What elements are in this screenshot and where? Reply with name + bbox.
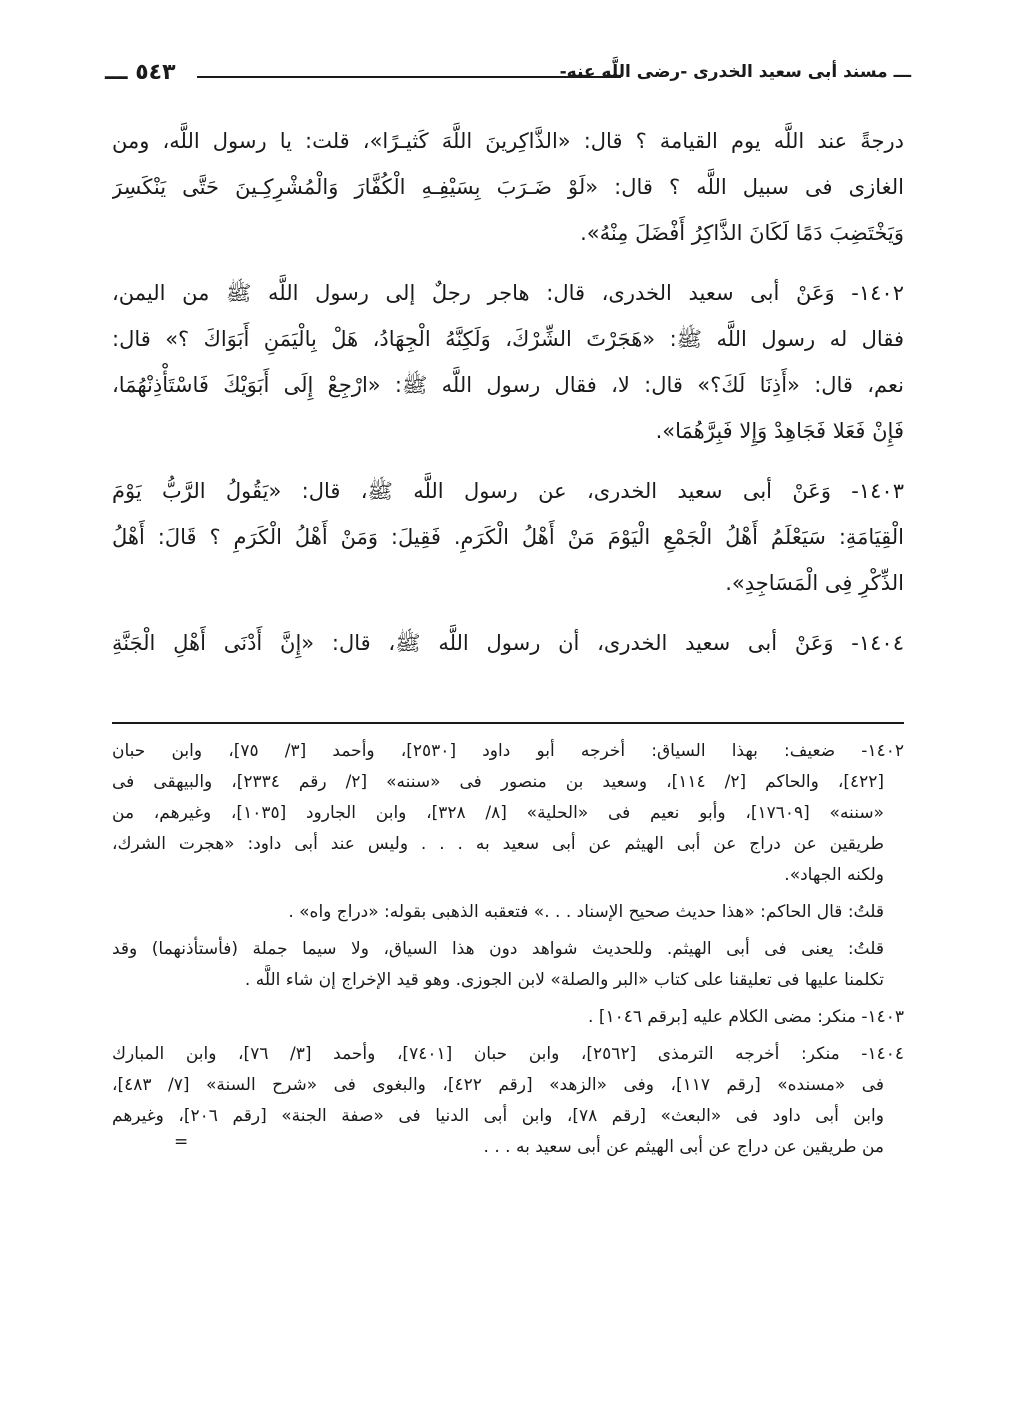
footnote-line: قلتُ: يعنى فى أبى الهيثم. وللحديث شواهد دون هذا السياق، ولا سيما جملة (فأستأذنهما) وقد [112, 939, 884, 959]
hadith-1404 [112, 620, 904, 666]
footnote-comment [112, 934, 904, 996]
footnote-line: ١٤٠٤- منكر: أخرجه الترمذى [٢٥٦٢]، وابن حبان [٧٤٠١]، وأحمد [٣/ ٧٦]، وابن المبارك [112, 1044, 904, 1064]
text-line: ١٤٠٢- وَعَنْ أبى سعيد الخدرى، قال: هاجر رجلٌ إلى رسول اللَّه ﷺ من اليمن، [112, 281, 904, 305]
footnote-comment [112, 897, 904, 928]
running-header [105, 62, 911, 92]
footnote-line: طريقين عن دراج عن أبى الهيثم عن أبى سعيد به . . . وليس عند أبى داود: «هجرت الشرك، [112, 834, 884, 854]
footnote-line: [٤٢٢]، والحاكم [٢/ ١١٤]، وسعيد بن منصور فى «سننه» [٢/ رقم ٢٣٣٤]، والبيهقى فى [112, 772, 884, 792]
text-line: فقال له رسول اللَّه ﷺ: «هَجَرْتَ الشِّرْكَ، وَلَكِنَّهُ الْجِهَادُ، هَلْ بِالْيَمَنِ أَبَوَاكَ ؟» قال: [112, 327, 904, 351]
hadith-1403 [112, 468, 904, 606]
footnote-line: «سننه» [١٧٦٠٩]، وأبو نعيم فى «الحلية» [٨/ ٣٢٨]، وابن الجارود [١٠٣٥]، وغيرهم، من [112, 803, 884, 823]
footnote-1402 [112, 736, 904, 891]
text-line: ١٤٠٣- وَعَنْ أبى سعيد الخدرى، عن رسول اللَّه ﷺ، قال: «يَقُولُ الرَّبُّ يَوْمَ [112, 479, 904, 503]
header-rule [197, 76, 621, 78]
text-line: الذِّكْرِ فِى الْمَسَاجِدِ». [725, 571, 904, 595]
footnote-1403 [112, 1002, 904, 1033]
text-line: فَإِنْ فَعَلا فَجَاهِدْ وَإِلا فَبِرَّهُمَا». [655, 419, 904, 443]
footnote-line: فى «مسنده» [رقم ١١٧]، وفى «الزهد» [رقم ٤٢٢]، والبغوى فى «شرح السنة» [٧/ ٤٨٣]، [112, 1075, 885, 1095]
footnotes [112, 736, 904, 1169]
footnote-line: وابن أبى داود فى «البعث» [رقم ٧٨]، وابن أبى الدنيا فى «صفة الجنة» [رقم ٢٠٦]، وغيرهم [112, 1106, 884, 1126]
main-text [112, 118, 904, 680]
paragraph-continuation [112, 118, 904, 256]
text-line: نعم، قال: «أَذِنَا لَكَ؟» قال: لا، فقال رسول اللَّه ﷺ: «ارْجِعْ إِلَى أَبَوَيْكَ فَاسْتَأْذِنْهُمَا، [112, 373, 904, 397]
text-line: وَيَخْتَضِبَ دَمًا لَكَانَ الذَّاكِرُ أَفْضَلَ مِنْهُ». [580, 221, 904, 245]
footnote-line: ١٤٠٣- منكر: مضى الكلام عليه [برقم ١٠٤٦] . [588, 1007, 904, 1027]
text-line: ١٤٠٤- وَعَنْ أبى سعيد الخدرى، أن رسول اللَّه ﷺ، قال: «إِنَّ أَدْنَى أَهْلِ الْجَنَّةِ [112, 631, 904, 655]
continuation-mark: = [174, 1132, 189, 1152]
footnote-line: قلتُ: قال الحاكم: «هذا حديث صحيح الإسناد . . .» فتعقبه الذهبى بقوله: «دراج واه» . [288, 902, 884, 922]
text-line: الغازى فى سبيل اللَّه ؟ قال: «لَوْ ضَـرَبَ بِسَيْفِـهِ الْكُفَّارَ وَالْمُشْرِكِـينَ حَتَّى يَنْكَسِرَ [112, 175, 904, 199]
footnote-1404 [112, 1039, 904, 1163]
footnote-separator [112, 722, 904, 724]
footnote-line: تكلمنا عليها فى تعليقنا على كتاب «البر والصلة» لابن الجوزى. وهو قيد الإخراج إن شاء اللَّه . [244, 970, 884, 990]
text-line: درجةً عند اللَّه يوم القيامة ؟ قال: «الذَّاكِرينَ اللَّهَ كَثيـرًا»، قلت: يا رسول اللَّه، ومن [112, 129, 904, 153]
hadith-1402 [112, 270, 904, 454]
footnote-line: من طريقين عن دراج عن أبى الهيثم عن أبى سعيد به . . . [483, 1137, 884, 1157]
header-title: ـــ مسند أبى سعيد الخدرى -رضى اللَّه عنه- [559, 62, 911, 82]
text-line: الْقِيَامَةِ: سَيَعْلَمُ أَهْلُ الْجَمْعِ الْيَوْمَ مَنْ أَهْلُ الْكَرَمِ. فَقِيلَ: وَمَنْ أَهْلُ الْكَرَمِ ؟ قَالَ: أَهْلُ [112, 525, 904, 549]
footnote-line: ولكنه الجهاد». [784, 865, 884, 885]
footnote-line: ١٤٠٢- ضعيف: بهذا السياق: أخرجه أبو داود [٢٥٣٠]، وأحمد [٣/ ٧٥]، وابن حبان [112, 741, 904, 761]
page-number: ٥٤٣ ـــ [105, 60, 176, 85]
